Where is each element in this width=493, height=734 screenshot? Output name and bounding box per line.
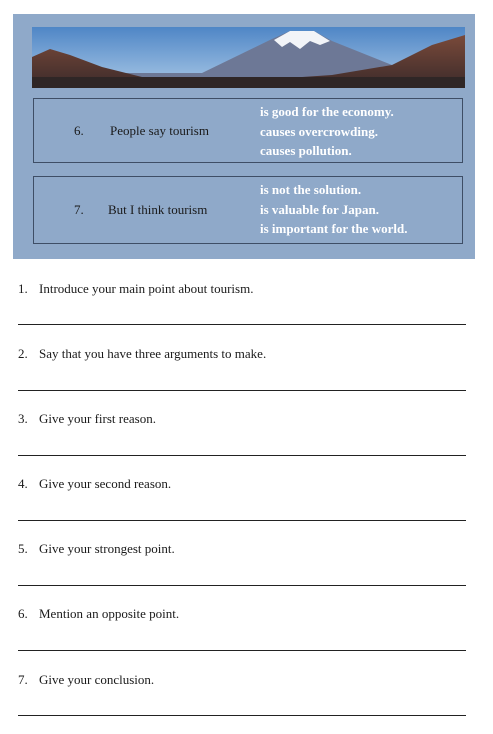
task-item: [18, 346, 266, 362]
option: is valuable for Japan.: [260, 201, 379, 217]
answer-line[interactable]: [18, 715, 466, 716]
answer-line[interactable]: [18, 585, 466, 586]
task-number: 1.: [18, 281, 28, 296]
task-text: Give your conclusion.: [39, 672, 155, 687]
row-stem: People say tourism: [110, 123, 209, 138]
answer-line[interactable]: [18, 455, 466, 456]
option: is good for the economy.: [260, 104, 394, 119]
task-item: [18, 281, 253, 297]
answer-line[interactable]: [18, 650, 466, 651]
option: is not the solution.: [260, 182, 362, 197]
task-item: [18, 476, 171, 492]
task-number: 6.: [18, 606, 28, 621]
task-text: Give your strongest point.: [39, 541, 175, 556]
row-stem: But I think tourism: [108, 202, 208, 217]
task-number: 3.: [18, 411, 28, 426]
task-text: Say that you have three arguments to make.: [39, 346, 267, 361]
sentence-row-6: [33, 98, 463, 163]
option: causes overcrowding.: [260, 123, 378, 139]
answer-line[interactable]: [18, 324, 466, 325]
row-number: 7.: [74, 202, 84, 217]
task-text: Introduce your main point about tourism.: [39, 281, 254, 296]
option: causes pollution.: [260, 143, 352, 158]
task-item: [18, 411, 156, 427]
row-number: 6.: [74, 123, 84, 138]
mountain-landscape-image: [32, 27, 465, 88]
task-text: Mention an opposite point.: [39, 606, 180, 621]
header-panel: [13, 14, 475, 259]
option: is important for the world.: [260, 221, 408, 236]
task-item: [18, 606, 179, 622]
mountain-photo: [32, 27, 465, 88]
sentence-row-7: [33, 176, 463, 244]
row-options: [260, 102, 394, 161]
row-options: [260, 180, 407, 239]
task-item: [18, 672, 154, 688]
task-number: 7.: [18, 672, 28, 687]
task-item: [18, 541, 175, 557]
answer-line[interactable]: [18, 520, 466, 521]
task-text: Give your first reason.: [39, 411, 156, 426]
task-number: 2.: [18, 346, 28, 361]
task-number: 4.: [18, 476, 28, 491]
task-number: 5.: [18, 541, 28, 556]
task-text: Give your second reason.: [39, 476, 172, 491]
answer-line[interactable]: [18, 390, 466, 391]
